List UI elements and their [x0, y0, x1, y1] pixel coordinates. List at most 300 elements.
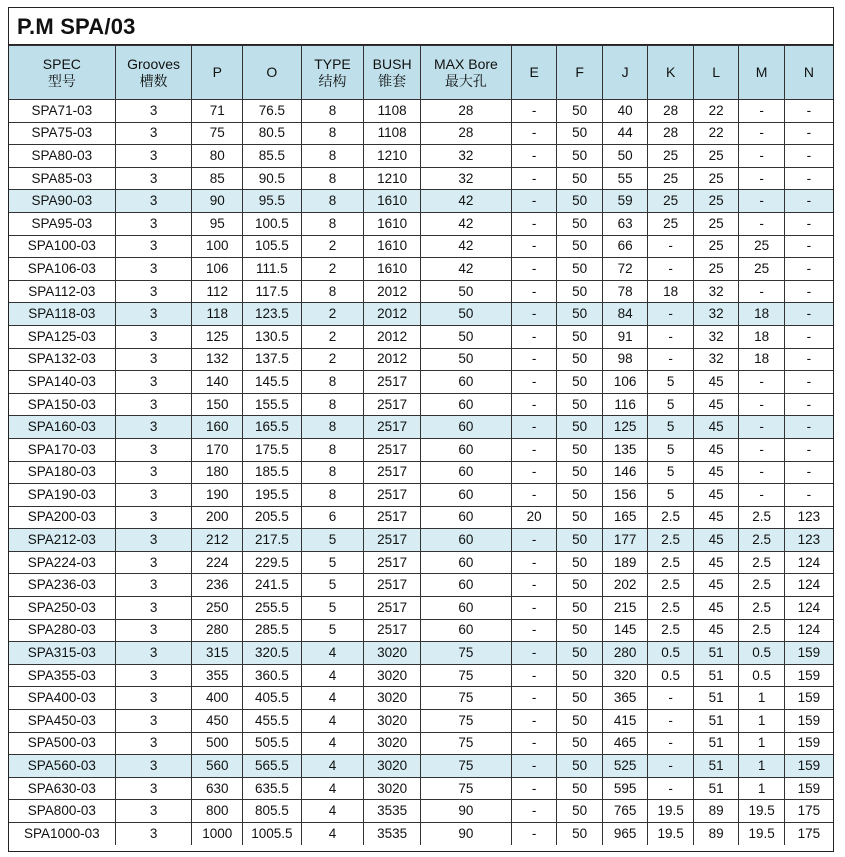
table-cell: 50	[557, 619, 602, 642]
table-cell: 525	[602, 755, 647, 778]
table-cell: 159	[784, 732, 833, 755]
table-cell: SPA118-03	[9, 303, 115, 326]
column-header	[243, 46, 302, 100]
table-cell: 25	[693, 258, 738, 281]
table-cell: SPA150-03	[9, 393, 115, 416]
table-cell: 2517	[364, 393, 421, 416]
table-cell: 170	[192, 438, 243, 461]
table-header-row	[9, 46, 833, 100]
table-cell: SPA170-03	[9, 438, 115, 461]
table-cell: 3	[115, 258, 192, 281]
table-cell: 50	[557, 371, 602, 394]
table-cell: -	[648, 325, 693, 348]
table-cell: 145	[602, 619, 647, 642]
table-cell: -	[511, 100, 556, 123]
spec-sheet	[8, 7, 834, 852]
table-cell: 40	[602, 100, 647, 123]
table-cell: 765	[602, 800, 647, 823]
table-cell: 25	[648, 212, 693, 235]
table-body	[9, 100, 833, 845]
table-cell: 19.5	[648, 823, 693, 845]
table-cell: 60	[420, 416, 511, 439]
table-cell: 2517	[364, 438, 421, 461]
table-cell: 177	[602, 529, 647, 552]
table-cell: 50	[557, 258, 602, 281]
table-cell: 3	[115, 167, 192, 190]
table-cell: -	[511, 551, 556, 574]
table-cell: 117.5	[243, 280, 302, 303]
table-cell: 146	[602, 461, 647, 484]
table-cell: -	[511, 710, 556, 733]
table-cell: 1210	[364, 167, 421, 190]
table-cell: 505.5	[243, 732, 302, 755]
table-cell: -	[511, 303, 556, 326]
table-cell: 165.5	[243, 416, 302, 439]
table-cell: 76.5	[243, 100, 302, 123]
table-cell: -	[511, 619, 556, 642]
table-cell: -	[511, 393, 556, 416]
table-cell: -	[511, 190, 556, 213]
table-row	[9, 348, 833, 371]
table-cell: 51	[693, 710, 738, 733]
table-cell: -	[511, 574, 556, 597]
table-cell: 3	[115, 732, 192, 755]
table-cell: 1000	[192, 823, 243, 845]
table-cell: SPA212-03	[9, 529, 115, 552]
table-cell: 155.5	[243, 393, 302, 416]
table-cell: -	[511, 348, 556, 371]
table-cell: 165	[602, 506, 647, 529]
table-cell: SPA125-03	[9, 325, 115, 348]
table-cell: 4	[301, 777, 364, 800]
table-cell: 50	[557, 325, 602, 348]
table-cell: SPA250-03	[9, 597, 115, 620]
table-cell: 60	[420, 371, 511, 394]
table-cell: 98	[602, 348, 647, 371]
table-cell: 45	[693, 597, 738, 620]
table-cell: 118	[192, 303, 243, 326]
table-row	[9, 212, 833, 235]
table-cell: 50	[557, 348, 602, 371]
table-row	[9, 145, 833, 168]
table-cell: 90.5	[243, 167, 302, 190]
table-cell: 8	[301, 190, 364, 213]
table-cell: 2.5	[739, 551, 784, 574]
table-cell: 90	[192, 190, 243, 213]
table-cell: 560	[192, 755, 243, 778]
table-cell: 106	[602, 371, 647, 394]
table-cell: 355	[192, 664, 243, 687]
table-cell: 63	[602, 212, 647, 235]
table-cell: 635.5	[243, 777, 302, 800]
table-cell: 405.5	[243, 687, 302, 710]
table-cell: 2517	[364, 506, 421, 529]
column-header-en: L	[712, 64, 720, 80]
table-cell: -	[511, 800, 556, 823]
table-cell: 50	[557, 122, 602, 145]
table-cell: 1210	[364, 145, 421, 168]
table-cell: 3	[115, 687, 192, 710]
column-header	[784, 46, 833, 100]
table-cell: 4	[301, 642, 364, 665]
table-cell: 50	[420, 348, 511, 371]
table-cell: 200	[192, 506, 243, 529]
table-cell: 3	[115, 371, 192, 394]
table-cell: 250	[192, 597, 243, 620]
table-cell: -	[648, 235, 693, 258]
table-cell: 0.5	[739, 642, 784, 665]
table-cell: 8	[301, 100, 364, 123]
table-cell: SPA95-03	[9, 212, 115, 235]
table-cell: 50	[557, 190, 602, 213]
table-cell: 51	[693, 664, 738, 687]
table-cell: 100.5	[243, 212, 302, 235]
table-cell: 450	[192, 710, 243, 733]
table-cell: 3	[115, 303, 192, 326]
table-cell: 3	[115, 280, 192, 303]
table-cell: 75	[192, 122, 243, 145]
table-cell: 50	[557, 506, 602, 529]
table-cell: -	[784, 100, 833, 123]
table-cell: 1	[739, 687, 784, 710]
column-header-zh: 锥套	[378, 72, 407, 89]
table-cell: SPA800-03	[9, 800, 115, 823]
table-cell: 32	[693, 303, 738, 326]
table-cell: -	[511, 529, 556, 552]
table-cell: 137.5	[243, 348, 302, 371]
table-cell: 50	[557, 551, 602, 574]
table-cell: 3	[115, 506, 192, 529]
table-cell: 1610	[364, 235, 421, 258]
table-cell: 415	[602, 710, 647, 733]
table-cell: 6	[301, 506, 364, 529]
table-cell: 32	[693, 325, 738, 348]
table-cell: 0.5	[739, 664, 784, 687]
table-cell: SPA500-03	[9, 732, 115, 755]
table-cell: 130.5	[243, 325, 302, 348]
table-row	[9, 800, 833, 823]
table-cell: 2517	[364, 551, 421, 574]
table-cell: -	[648, 710, 693, 733]
table-cell: 45	[693, 506, 738, 529]
table-cell: 60	[420, 529, 511, 552]
table-cell: 2517	[364, 619, 421, 642]
table-row	[9, 732, 833, 755]
table-cell: -	[511, 461, 556, 484]
table-cell: 2012	[364, 280, 421, 303]
table-cell: 32	[693, 280, 738, 303]
table-cell: 400	[192, 687, 243, 710]
table-row	[9, 258, 833, 281]
table-row	[9, 777, 833, 800]
table-row	[9, 393, 833, 416]
table-cell: 3	[115, 529, 192, 552]
table-cell: 25	[693, 190, 738, 213]
table-cell: 3535	[364, 800, 421, 823]
table-cell: 50	[602, 145, 647, 168]
table-cell: 50	[557, 823, 602, 845]
table-cell: 2.5	[648, 529, 693, 552]
column-header	[739, 46, 784, 100]
table-cell: -	[511, 484, 556, 507]
table-cell: 50	[420, 303, 511, 326]
table-cell: 32	[420, 145, 511, 168]
table-cell: SPA112-03	[9, 280, 115, 303]
table-cell: 175	[784, 800, 833, 823]
table-cell: 5	[648, 461, 693, 484]
table-cell: 2.5	[739, 506, 784, 529]
table-cell: -	[784, 212, 833, 235]
table-cell: 500	[192, 732, 243, 755]
table-cell: 25	[693, 235, 738, 258]
table-cell: 22	[693, 122, 738, 145]
table-cell: 66	[602, 235, 647, 258]
column-header	[602, 46, 647, 100]
table-cell: 455.5	[243, 710, 302, 733]
table-cell: -	[511, 122, 556, 145]
table-cell: 51	[693, 687, 738, 710]
table-cell: 45	[693, 619, 738, 642]
table-cell: 3	[115, 122, 192, 145]
table-cell: 50	[557, 280, 602, 303]
table-cell: -	[784, 258, 833, 281]
table-cell: 3	[115, 190, 192, 213]
table-cell: 75	[420, 755, 511, 778]
table-cell: 255.5	[243, 597, 302, 620]
table-cell: SPA90-03	[9, 190, 115, 213]
table-cell: 1	[739, 755, 784, 778]
table-row	[9, 664, 833, 687]
table-cell: 229.5	[243, 551, 302, 574]
table-cell: 42	[420, 258, 511, 281]
table-cell: 25	[739, 258, 784, 281]
table-cell: 1	[739, 777, 784, 800]
table-cell: -	[648, 348, 693, 371]
table-cell: -	[648, 755, 693, 778]
table-cell: SPA80-03	[9, 145, 115, 168]
table-cell: 32	[693, 348, 738, 371]
table-cell: 72	[602, 258, 647, 281]
table-cell: 159	[784, 710, 833, 733]
table-cell: 50	[557, 100, 602, 123]
table-cell: 4	[301, 800, 364, 823]
table-cell: 60	[420, 393, 511, 416]
column-header	[557, 46, 602, 100]
table-cell: 60	[420, 597, 511, 620]
table-cell: -	[739, 145, 784, 168]
column-header	[9, 46, 115, 100]
table-cell: 3	[115, 348, 192, 371]
table-cell: -	[511, 823, 556, 845]
table-cell: 80	[192, 145, 243, 168]
table-cell: 90	[420, 800, 511, 823]
table-cell: 8	[301, 438, 364, 461]
table-cell: 45	[693, 371, 738, 394]
table-row	[9, 642, 833, 665]
table-cell: 2.5	[648, 551, 693, 574]
table-cell: 50	[557, 755, 602, 778]
table-cell: 91	[602, 325, 647, 348]
table-cell: 60	[420, 484, 511, 507]
table-row	[9, 190, 833, 213]
column-header-en: SPEC	[42, 55, 81, 72]
table-cell: 90	[420, 823, 511, 845]
table-cell: SPA400-03	[9, 687, 115, 710]
table-cell: -	[511, 167, 556, 190]
table-cell: 50	[557, 529, 602, 552]
table-cell: SPA190-03	[9, 484, 115, 507]
table-cell: -	[739, 484, 784, 507]
table-cell: 60	[420, 461, 511, 484]
table-row	[9, 438, 833, 461]
table-cell: 3	[115, 416, 192, 439]
table-cell: 50	[557, 800, 602, 823]
table-cell: 150	[192, 393, 243, 416]
column-header	[115, 46, 192, 100]
table-cell: 89	[693, 823, 738, 845]
table-cell: -	[511, 777, 556, 800]
table-cell: 2.5	[739, 597, 784, 620]
table-cell: 75	[420, 732, 511, 755]
table-cell: -	[784, 438, 833, 461]
table-cell: -	[511, 371, 556, 394]
table-cell: 84	[602, 303, 647, 326]
table-cell: 50	[420, 280, 511, 303]
table-cell: 1610	[364, 212, 421, 235]
table-cell: 45	[693, 393, 738, 416]
table-cell: 2517	[364, 529, 421, 552]
table-cell: 3	[115, 823, 192, 845]
table-cell: SPA71-03	[9, 100, 115, 123]
table-cell: 8	[301, 461, 364, 484]
table-cell: 3020	[364, 732, 421, 755]
table-cell: 360.5	[243, 664, 302, 687]
table-cell: -	[511, 212, 556, 235]
table-cell: 25	[739, 235, 784, 258]
table-cell: 8	[301, 212, 364, 235]
table-cell: -	[511, 732, 556, 755]
table-cell: SPA630-03	[9, 777, 115, 800]
column-header-en: E	[529, 64, 539, 80]
table-cell: 1108	[364, 122, 421, 145]
table-cell: 4	[301, 687, 364, 710]
table-cell: 4	[301, 755, 364, 778]
table-cell: 140	[192, 371, 243, 394]
table-cell: 2	[301, 325, 364, 348]
table-cell: 3	[115, 619, 192, 642]
table-cell: -	[739, 461, 784, 484]
table-cell: 51	[693, 755, 738, 778]
table-cell: 2517	[364, 461, 421, 484]
table-cell: 8	[301, 393, 364, 416]
table-cell: -	[739, 212, 784, 235]
column-header-en: O	[266, 64, 278, 80]
table-cell: -	[784, 190, 833, 213]
table-cell: SPA450-03	[9, 710, 115, 733]
table-cell: 180	[192, 461, 243, 484]
table-cell: -	[784, 416, 833, 439]
table-cell: 75	[420, 687, 511, 710]
table-cell: 202	[602, 574, 647, 597]
table-cell: 116	[602, 393, 647, 416]
table-cell: 50	[557, 664, 602, 687]
table-cell: -	[511, 145, 556, 168]
table-cell: 50	[557, 710, 602, 733]
table-cell: 224	[192, 551, 243, 574]
table-cell: 190	[192, 484, 243, 507]
table-cell: 42	[420, 235, 511, 258]
table-cell: 45	[693, 438, 738, 461]
table-cell: 195.5	[243, 484, 302, 507]
column-header-zh: 最大孔	[444, 72, 487, 89]
table-cell: 1	[739, 732, 784, 755]
table-cell: 60	[420, 619, 511, 642]
table-cell: 45	[693, 484, 738, 507]
table-cell: -	[511, 597, 556, 620]
table-cell: 50	[557, 461, 602, 484]
table-cell: 2	[301, 348, 364, 371]
column-header	[511, 46, 556, 100]
table-cell: -	[784, 235, 833, 258]
table-cell: 60	[420, 574, 511, 597]
table-cell: 3	[115, 551, 192, 574]
table-cell: 45	[693, 574, 738, 597]
table-row	[9, 484, 833, 507]
table-row	[9, 551, 833, 574]
column-header-en: Grooves	[127, 55, 181, 72]
table-row	[9, 303, 833, 326]
table-row	[9, 122, 833, 145]
table-cell: 280	[602, 642, 647, 665]
table-cell: -	[784, 371, 833, 394]
table-cell: 75	[420, 642, 511, 665]
table-cell: 5	[648, 393, 693, 416]
table-cell: 2012	[364, 325, 421, 348]
table-cell: 805.5	[243, 800, 302, 823]
table-cell: 28	[420, 100, 511, 123]
table-cell: 2.5	[648, 574, 693, 597]
table-cell: 112	[192, 280, 243, 303]
table-cell: 18	[739, 303, 784, 326]
table-cell: 156	[602, 484, 647, 507]
table-cell: -	[739, 167, 784, 190]
table-cell: 3	[115, 664, 192, 687]
table-cell: 3020	[364, 664, 421, 687]
table-cell: 25	[693, 167, 738, 190]
table-cell: 159	[784, 687, 833, 710]
table-cell: SPA160-03	[9, 416, 115, 439]
table-cell: 285.5	[243, 619, 302, 642]
table-cell: 42	[420, 190, 511, 213]
table-cell: 3	[115, 777, 192, 800]
table-cell: -	[784, 167, 833, 190]
column-header	[301, 46, 364, 100]
table-cell: 45	[693, 551, 738, 574]
table-cell: 42	[420, 212, 511, 235]
table-cell: 3	[115, 438, 192, 461]
table-cell: 5	[301, 619, 364, 642]
table-cell: SPA355-03	[9, 664, 115, 687]
table-cell: SPA1000-03	[9, 823, 115, 845]
table-cell: -	[511, 325, 556, 348]
table-cell: 205.5	[243, 506, 302, 529]
table-cell: 2	[301, 303, 364, 326]
table-row	[9, 823, 833, 845]
table-cell: 3020	[364, 687, 421, 710]
table-cell: 1610	[364, 258, 421, 281]
table-cell: SPA315-03	[9, 642, 115, 665]
table-cell: 55	[602, 167, 647, 190]
